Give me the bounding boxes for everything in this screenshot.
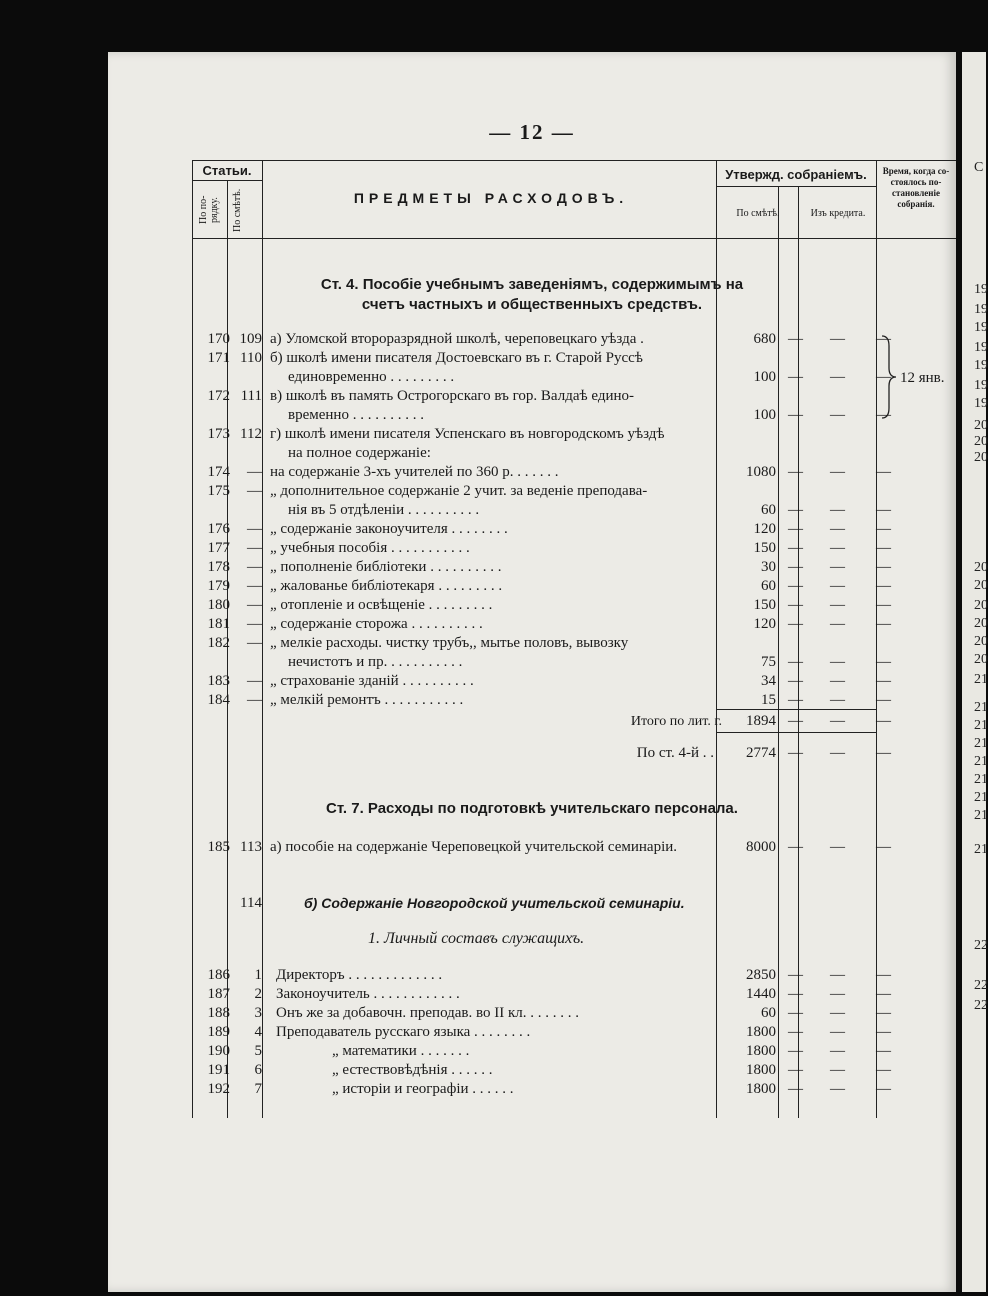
adjacent-page-fragment: 22 xyxy=(974,978,988,993)
adjacent-page-fragment: 20 xyxy=(974,450,988,465)
table-row: 190 5 „ математики . . . . . . . 1800 — — — xyxy=(207,1043,891,1059)
table-row: 181 — „ содержаніе сторожа . . . . . . . . . . 120 — — — xyxy=(207,616,891,632)
adjacent-page-fragment: 20 xyxy=(974,434,988,449)
table-row: 170 109 а) Уломской второразрядной школѣ, череповецкаго уѣзда . 680 — — — xyxy=(207,331,891,347)
adjacent-page-fragment: 21 xyxy=(974,808,988,823)
table-row: 187 2 Законоучитель . . . . . . . . . . . . 1440 — — — xyxy=(207,986,891,1002)
seminary-subtitle: б) Содержаніе Новгородской учительской семинаріи. xyxy=(304,895,685,911)
adjacent-page-fragment: 21 xyxy=(974,842,988,857)
header-from-credit: Изъ кредита. xyxy=(810,208,866,219)
adjacent-page-fragment: 21 xyxy=(974,672,988,687)
table-row: 174 — на содержаніе 3-хъ учителей по 360 р. . . . . . . 1080 — — — xyxy=(207,464,891,480)
adjacent-page-fragment: 20 xyxy=(974,578,988,593)
table-row: 185 113 а) пособіе на содержаніе Череповецкой учительской семинаріи. 8000 — — — xyxy=(207,839,891,855)
table-row: нія въ 5 отдѣленіи . . . . . . . . . . 60 — — — xyxy=(288,502,891,518)
table-row: 188 3 Онъ же за добавочн. преподав. во II кл. . . . . . . . 60 — — — xyxy=(207,1005,891,1021)
header-by-estimate: По смѣтѣ. xyxy=(736,208,780,219)
adjacent-page-fragment: 20 xyxy=(974,616,988,631)
table-row: 180 — „ отопленіе и освѣщеніе . . . . . . . . . 150 — — — xyxy=(207,597,891,613)
adjacent-page-fragment: 20 xyxy=(974,560,988,575)
header-bottom-rule xyxy=(192,238,956,239)
table-row: 184 — „ мелкій ремонтъ . . . . . . . . . . . 15 — — — xyxy=(207,692,891,708)
adjacent-page-fragment: С xyxy=(974,160,984,175)
adjacent-page-fragment: 21 xyxy=(974,736,988,751)
adjacent-page-fragment: 19 xyxy=(974,302,988,317)
table-row: 179 — „ жалованье библіотекаря . . . . . . . . . 60 — — — xyxy=(207,578,891,594)
table-row: 171 110 б) школѣ имени писателя Достоевскаго въ г. Старой Руссѣ xyxy=(207,350,643,366)
adjacent-page-fragment: 20 xyxy=(974,418,988,433)
header-subjects: ПРЕДМЕТЫ РАСХОДОВЪ. xyxy=(353,190,629,206)
total-lit-row: Итого по лит. г. 1894 — — — xyxy=(630,713,891,729)
adjacent-page-fragment: 21 xyxy=(974,718,988,733)
adjacent-page-fragment: 19 xyxy=(974,396,988,411)
adjacent-page-fragment: 20 xyxy=(974,634,988,649)
brace-icon xyxy=(880,334,898,420)
adjacent-page-edge xyxy=(962,52,986,1292)
session-date: 12 янв. xyxy=(900,370,945,386)
adjacent-page-fragment: 19 xyxy=(974,320,988,335)
header-time: Время, когда со-стоялось по-становленіе собранія. xyxy=(882,166,950,209)
table-row: 114 xyxy=(240,895,262,911)
table-row: 182 — „ мелкіе расходы. чистку трубъ,, мытье половъ, вывозку xyxy=(207,635,629,651)
table-row: единовременно . . . . . . . . . 100 — — — xyxy=(288,369,891,385)
adjacent-page-fragment: 21 xyxy=(974,700,988,715)
adjacent-page-fragment: 19 xyxy=(974,378,988,393)
adjacent-page-fragment: 22 xyxy=(974,998,988,1013)
adjacent-page-fragment: 21 xyxy=(974,772,988,787)
adjacent-page-fragment: 19 xyxy=(974,358,988,373)
table-row: 192 7 „ исторіи и географіи . . . . . . 1800 — — — xyxy=(207,1081,891,1097)
table-row: 183 — „ страхованіе зданій . . . . . . . . . . 34 — — — xyxy=(207,673,891,689)
table-row: 191 6 „ естествовѣдѣнія . . . . . . 1800 — — — xyxy=(207,1062,891,1078)
table-row: 173 112 г) школѣ имени писателя Успенскаго въ новгородскомъ уѣздѣ xyxy=(207,426,665,442)
table-row: 178 — „ пополненіе библіотеки . . . . . . . . . . 30 — — — xyxy=(207,559,891,575)
adjacent-page-fragment: 20 xyxy=(974,652,988,667)
adjacent-page-fragment: 22 xyxy=(974,938,988,953)
adjacent-page-fragment: 20 xyxy=(974,598,988,613)
section-7-title: Ст. 7. Расходы по подготовкѣ учительскаго персонала. xyxy=(326,800,738,817)
table-row: 177 — „ учебныя пособія . . . . . . . . . . . 150 — — — xyxy=(207,540,891,556)
header-col-order: По по-рядку. xyxy=(198,195,220,225)
table-row: 172 111 в) школѣ въ память Острогорскаго въ гор. Валдаѣ едино- xyxy=(207,388,635,404)
table-row: на полное содержаніе: xyxy=(288,445,431,461)
header-articles: Статьи. xyxy=(202,163,252,178)
header-col-estimate: По смѣтѣ. xyxy=(232,188,243,232)
section-4-title-line1: Ст. 4. Пособіе учебнымъ заведеніямъ, содержимымъ на xyxy=(320,276,744,293)
table-row: 176 — „ содержаніе законоучителя . . . . . . . . 120 — — — xyxy=(207,521,891,537)
adjacent-page-fragment: 21 xyxy=(974,790,988,805)
total-st4-row: По ст. 4-й . . 2774 — — — xyxy=(636,745,891,761)
adjacent-page-fragment: 21 xyxy=(974,754,988,769)
adjacent-page-fragment: 19 xyxy=(974,340,988,355)
adjacent-page-fragment: 19 xyxy=(974,282,988,297)
table-row: нечистотъ и пр. . . . . . . . . . . 75 — — — xyxy=(288,654,891,670)
approved-rule xyxy=(716,186,876,187)
total-rule-2 xyxy=(716,732,876,733)
total-rule xyxy=(716,709,876,710)
header-approved: Утвержд. собраніемъ. xyxy=(725,167,867,182)
staff-subsection: 1. Личный составъ служащихъ. xyxy=(368,930,585,947)
document-page xyxy=(108,52,956,1292)
table-top-rule xyxy=(192,160,956,161)
table-row: 186 1 Директоръ . . . . . . . . . . . . . 2850 — — — xyxy=(207,967,891,983)
section-4-title-line2: счетъ частныхъ и общественныхъ средствъ. xyxy=(361,296,703,313)
table-row: 175 — „ дополнительное содержаніе 2 учит. за веденіе преподава- xyxy=(207,483,648,499)
table-row: временно . . . . . . . . . . 100 — — — xyxy=(288,407,891,423)
table-row: 189 4 Преподаватель русскаго языка . . . . . . . . 1800 — — — xyxy=(207,1024,891,1040)
page-number: — 12 — xyxy=(489,120,575,144)
